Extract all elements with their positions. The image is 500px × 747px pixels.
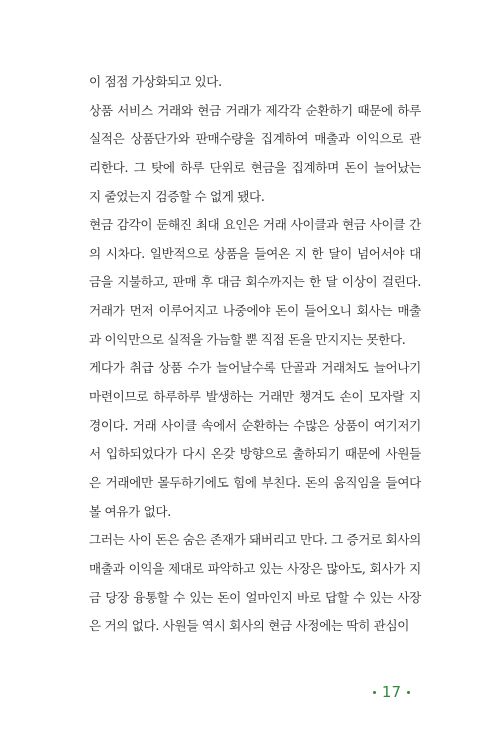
text-line: 실적은 상품단가와 판매수량을 집계하여 매출과 이익으로 관 — [89, 131, 421, 147]
text-line: 그러는 사이 돈은 숨은 존재가 돼버리고 만다. 그 증거로 회사의 — [89, 532, 421, 548]
left-dot-ornament — [373, 691, 376, 694]
paragraph — [89, 354, 421, 526]
text-line: 경이다. 거래 사이클 속에서 순환하는 수많은 상품이 여기저기 — [89, 417, 421, 433]
paragraph — [89, 97, 421, 212]
text-line: 이 점점 가상화되고 있다. — [89, 74, 222, 89]
text-line: 금 당장 융통할 수 있는 돈이 얼마인지 바로 답할 수 있는 사장 — [89, 589, 421, 605]
paragraph — [89, 211, 421, 354]
text-line: 볼 여유가 없다. — [89, 503, 171, 519]
text-line: 서 입하되었다가 다시 온갖 방향으로 출하되기 때문에 사원들 — [89, 446, 421, 462]
page-footer — [373, 683, 410, 701]
text-line: 지 줄었는지 검증할 수 없게 됐다. — [89, 188, 265, 204]
paragraph — [89, 68, 421, 97]
text-line: 리한다. 그 탓에 하루 단위로 현금을 집계하며 돈이 늘어났는 — [89, 159, 421, 175]
text-line: 은 거의 없다. 사원들 역시 회사의 현금 사정에는 딱히 관심이 — [89, 618, 410, 634]
text-line: 게다가 취급 상품 수가 늘어날수록 단골과 거래처도 늘어나기 — [89, 360, 421, 376]
right-dot-ornament — [407, 691, 410, 694]
text-line: 은 거래에만 몰두하기에도 힘에 부친다. 돈의 움직임을 들여다 — [89, 474, 421, 490]
text-line: 마련이므로 하루하루 발생하는 거래만 챙겨도 손이 모자랄 지 — [89, 389, 421, 405]
text-line: 상품 서비스 거래와 현금 거래가 제각각 순환하기 때문에 하루 — [89, 102, 421, 118]
text-line: 과 이익만으로 실적을 가늠할 뿐 직접 돈을 만지지는 못한다. — [89, 331, 406, 347]
paragraph — [89, 526, 421, 641]
text-line: 현금 감각이 둔해진 최대 요인은 거래 사이클과 현금 사이클 간 — [89, 217, 421, 233]
text-line: 금을 지불하고, 판매 후 대금 회수까지는 한 달 이상이 걸린다. — [89, 274, 421, 290]
page-number: 17 — [381, 683, 401, 701]
page-body — [89, 68, 421, 641]
text-line: 의 시차다. 일반적으로 상품을 들여온 지 한 달이 넘어서야 대 — [89, 245, 421, 261]
text-line: 거래가 먼저 이루어지고 나중에야 돈이 들어오니 회사는 매출 — [89, 303, 421, 319]
text-line: 매출과 이익을 제대로 파악하고 있는 사장은 많아도, 회사가 지 — [89, 560, 421, 576]
